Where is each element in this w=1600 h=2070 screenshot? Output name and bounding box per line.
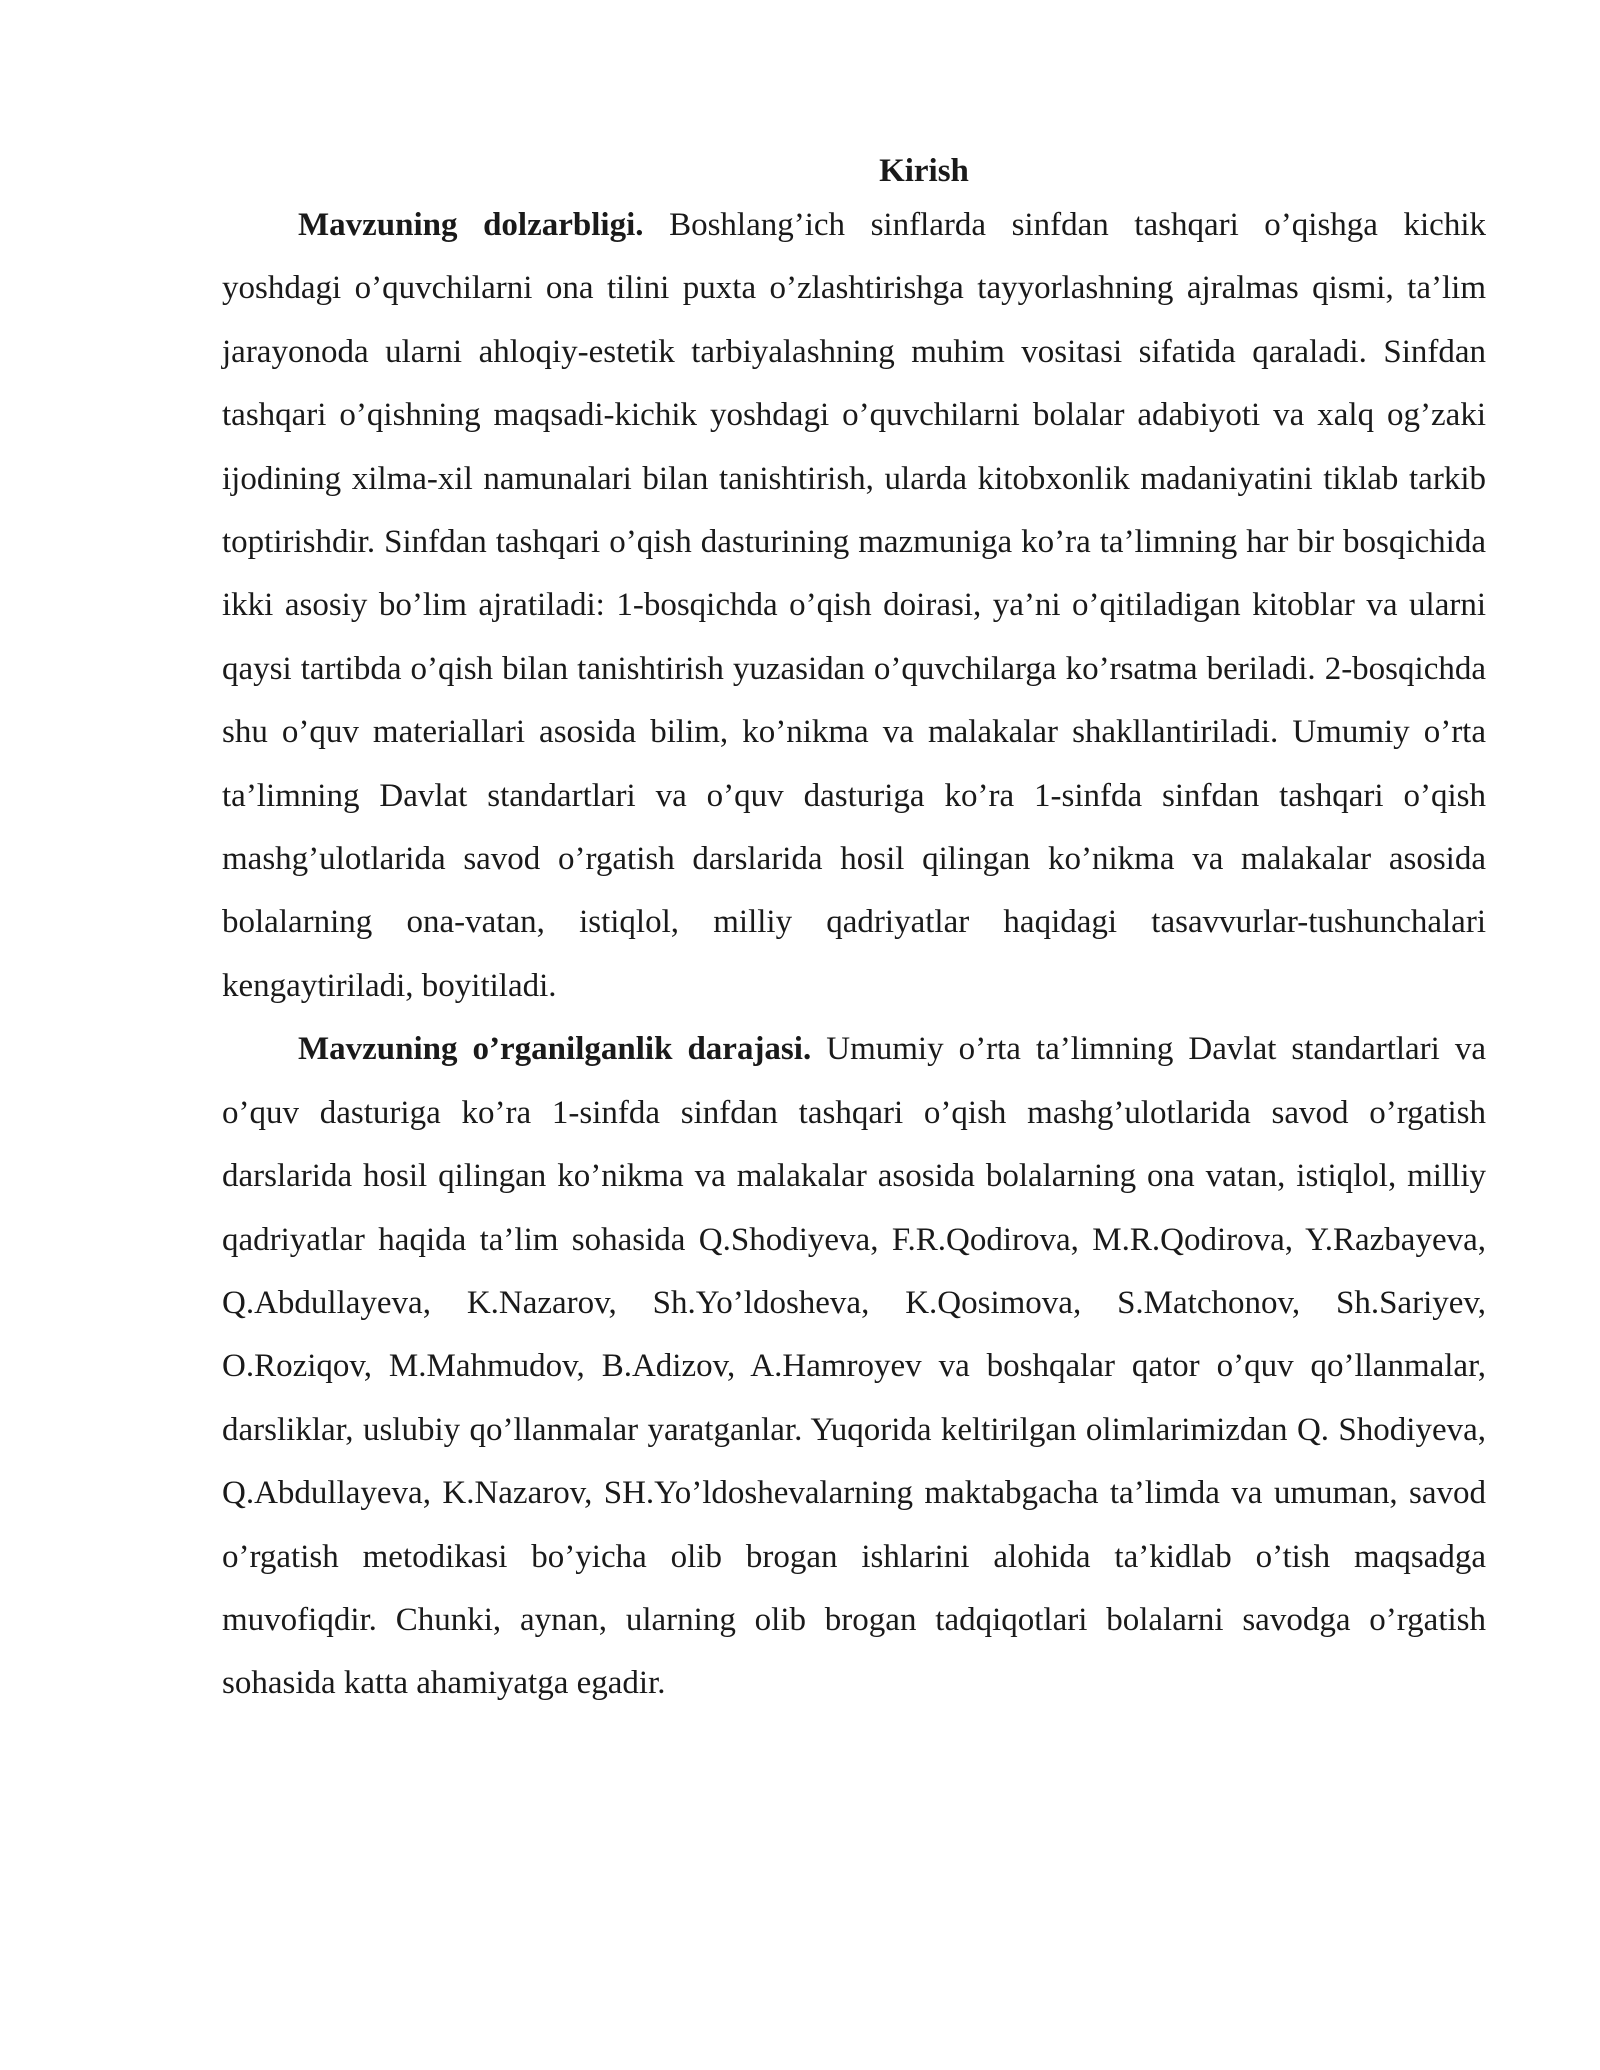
paragraph-research-level bbox=[222, 1018, 1486, 1715]
paragraph-heading: Mavzuning o’rganilganlik darajasi. bbox=[298, 1031, 812, 1068]
paragraph-body: Boshlang’ich sinflarda sinfdan tashqari o’qishga kichik yoshdagi o’quvchilarni ona tilini puxta o’zlashtirishga tayyorlashning ajralmas qismi, ta’lim jarayonoda ularni ahloqiy-estetik tarbiyalashning muhim vositasi sifatida qaraladi. Sinfdan tashqari o’qishning maqsadi-kichik yoshdagi o’quvchilarni bolalar adabiyoti va xalq og’zaki ijodining xilma-xil namunalari bilan tanishtirish, ularda kitobxonlik madaniyatini tiklab tarkib toptirishdir. Sinfdan tashqari o’qish dasturining mazmuniga ko’ra ta’limning har bir bosqichida ikki asosiy bo’lim ajratiladi: 1-bosqichda o’qish doirasi, ya’ni o’qitiladigan kitoblar va ularni qaysi tartibda o’qish bilan tanishtirish yuzasidan o’quvchilarga ko’rsatma beriladi. 2-bosqichda shu o’quv materiallari asosida bilim, ko’nikma va malakalar shakllantiriladi. Umumiy o’rta ta’limning Davlat standartlari va o’quv dasturiga ko’ra 1-sinfda sinfdan tashqari o’qish mashg’ulotlarida savod o’rgatish darslarida hosil qilingan ko’nikma va malakalar asosida bolalarning ona-vatan, istiqlol, milliy qadriyatlar haqidagi tasavvurlar-tushunchalari kengaytiriladi, boyitiladi. bbox=[222, 207, 1486, 1004]
document-body bbox=[222, 148, 1486, 1716]
paragraph-body: Umumiy o’rta ta’limning Davlat standartlari va o’quv dasturiga ko’ra 1-sinfda sinfdan tashqari o’qish mashg’ulotlarida savod o’rgatish darslarida hosil qilingan ko’nikma va malakalar asosida bolalarning ona vatan, istiqlol, milliy qadriyatlar haqida ta’lim sohasida Q.Shodiyeva, F.R.Qodirova, M.R.Qodirova, Y.Razbayeva, Q.Abdullayeva, K.Nazarov, Sh.Yo’ldosheva, K.Qosimova, S.Matchonov, Sh.Sariyev, O.Roziqov, M.Mahmudov, B.Adizov, A.Hamroyev va boshqalar qator o’quv qo’llanmalar, darsliklar, uslubiy qo’llanmalar yaratganlar. Yuqorida keltirilgan olimlarimizdan Q. Shodiyeva, Q.Abdullayeva, K.Nazarov, SH.Yo’ldoshevalarning maktabgacha ta’limda va umuman, savod o’rgatish metodikasi bo’yicha olib brogan ishlarini alohida ta’kidlab o’tish maqsadga muvofiqdir. Chunki, aynan, ularning olib brogan tadqiqotlari bolalarni savodga o’rgatish sohasida katta ahamiyatga egadir. bbox=[222, 1031, 1487, 1702]
paragraph-relevance bbox=[222, 194, 1486, 1018]
paragraph-heading: Mavzuning dolzarbligi. bbox=[298, 207, 644, 243]
document-title: Kirish bbox=[879, 153, 969, 189]
